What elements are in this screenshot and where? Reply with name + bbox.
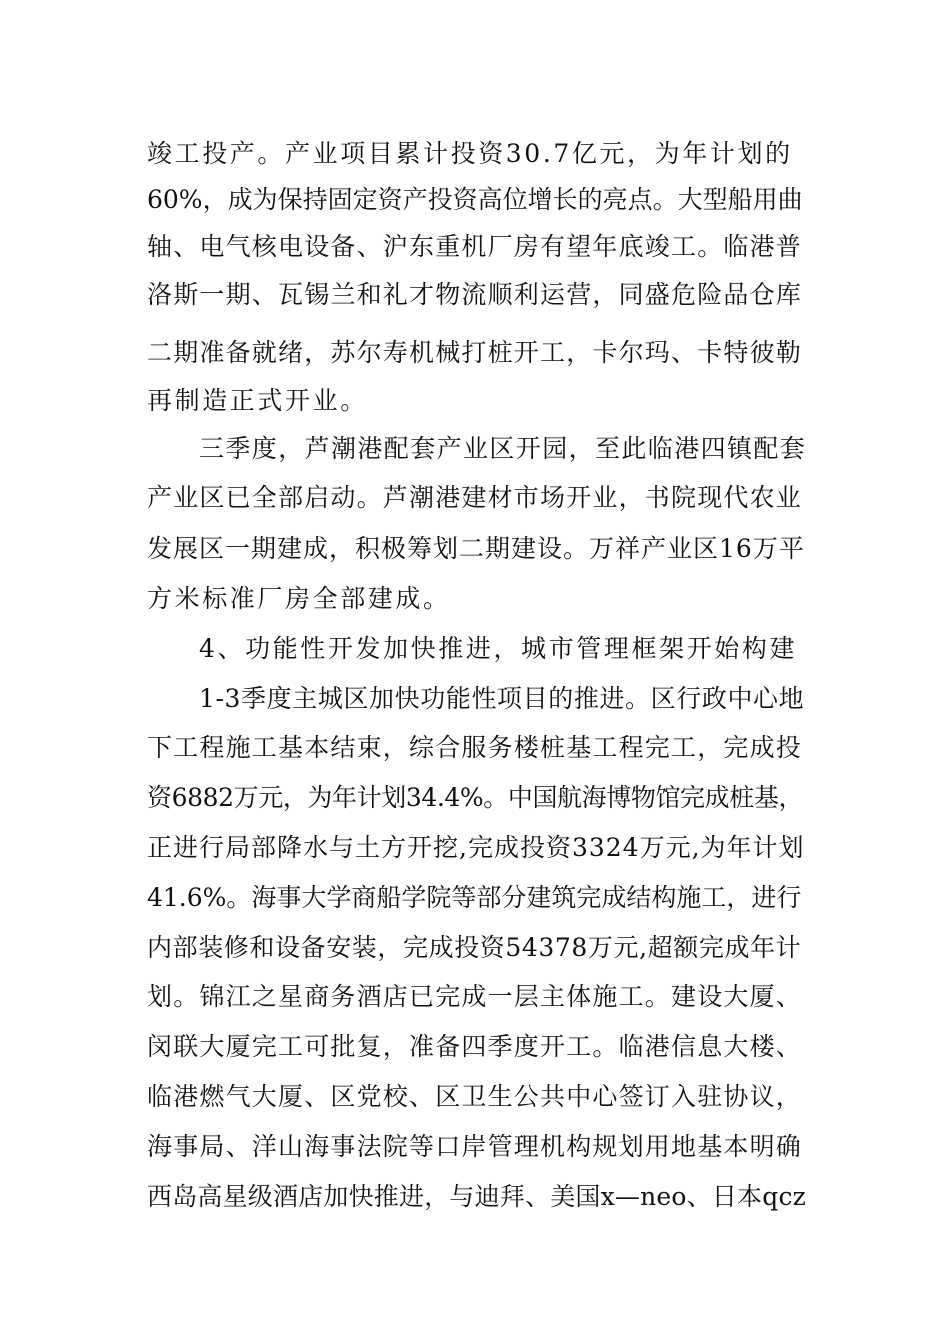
text-line: 洛斯一期、瓦锡兰和礼才物流顺利运营，同盛危险品仓库 xyxy=(147,280,803,309)
text-line: 划。锦江之星商务酒店已完成一层主体施工。建设大厦、 xyxy=(147,982,803,1011)
section-heading: 4、功能性开发加快推进，城市管理框架开始构建 xyxy=(199,634,798,663)
text-line: 下工程施工基本结束，综合服务楼桩基工程完工，完成投 xyxy=(147,733,803,762)
text-line: 资6882万元，为年计划34.4%。中国航海博物馆完成桩基， xyxy=(147,783,804,812)
paragraph-first-line: 1-3季度主城区加快功能性项目的推进。区行政中心地 xyxy=(199,684,805,713)
text-line: 正进行局部降水与土方开挖,完成投资3324万元,为年计划 xyxy=(147,833,805,862)
text-line: 内部装修和设备安装，完成投资54378万元,超额完成年计 xyxy=(147,933,802,962)
text-line: 竣工投产。产业项目累计投资30.7亿元，为年计划的 xyxy=(147,139,793,168)
text-line: 再制造正式开业。 xyxy=(147,386,368,415)
text-line: 轴、电气核电设备、沪东重机厂房有望年底竣工。临港普 xyxy=(147,232,803,261)
paragraph-first-line: 三季度，芦潮港配套产业区开园，至此临港四镇配套 xyxy=(199,434,807,463)
text-line: 海事局、洋山海事法院等口岸管理机构规划用地基本明确 xyxy=(147,1132,803,1161)
text-line: 产业区已全部启动。芦潮港建材市场开业，书院现代农业 xyxy=(147,483,803,512)
text-line: 41.6%。海事大学商船学院等部分建筑完成结构施工，进行 xyxy=(147,883,802,912)
text-line: 西岛高星级酒店加快推进，与迪拜、美国x—neo、日本qcz xyxy=(147,1182,807,1211)
text-line: 60%，成为保持固定资产投资高位增长的亮点。大型船用曲 xyxy=(147,185,803,214)
text-line: 临港燃气大厦、区党校、区卫生公共中心签订入驻协议， xyxy=(147,1082,803,1111)
text-line: 发展区一期建成，积极筹划二期建设。万祥产业区16万平 xyxy=(147,534,805,563)
text-line: 二期准备就绪，苏尔寿机械打桩开工，卡尔玛、卡特彼勒 xyxy=(147,338,803,367)
text-line: 方米标准厂房全部建成。 xyxy=(147,584,451,613)
text-line: 闵联大厦完工可批复，准备四季度开工。临港信息大楼、 xyxy=(147,1032,803,1061)
